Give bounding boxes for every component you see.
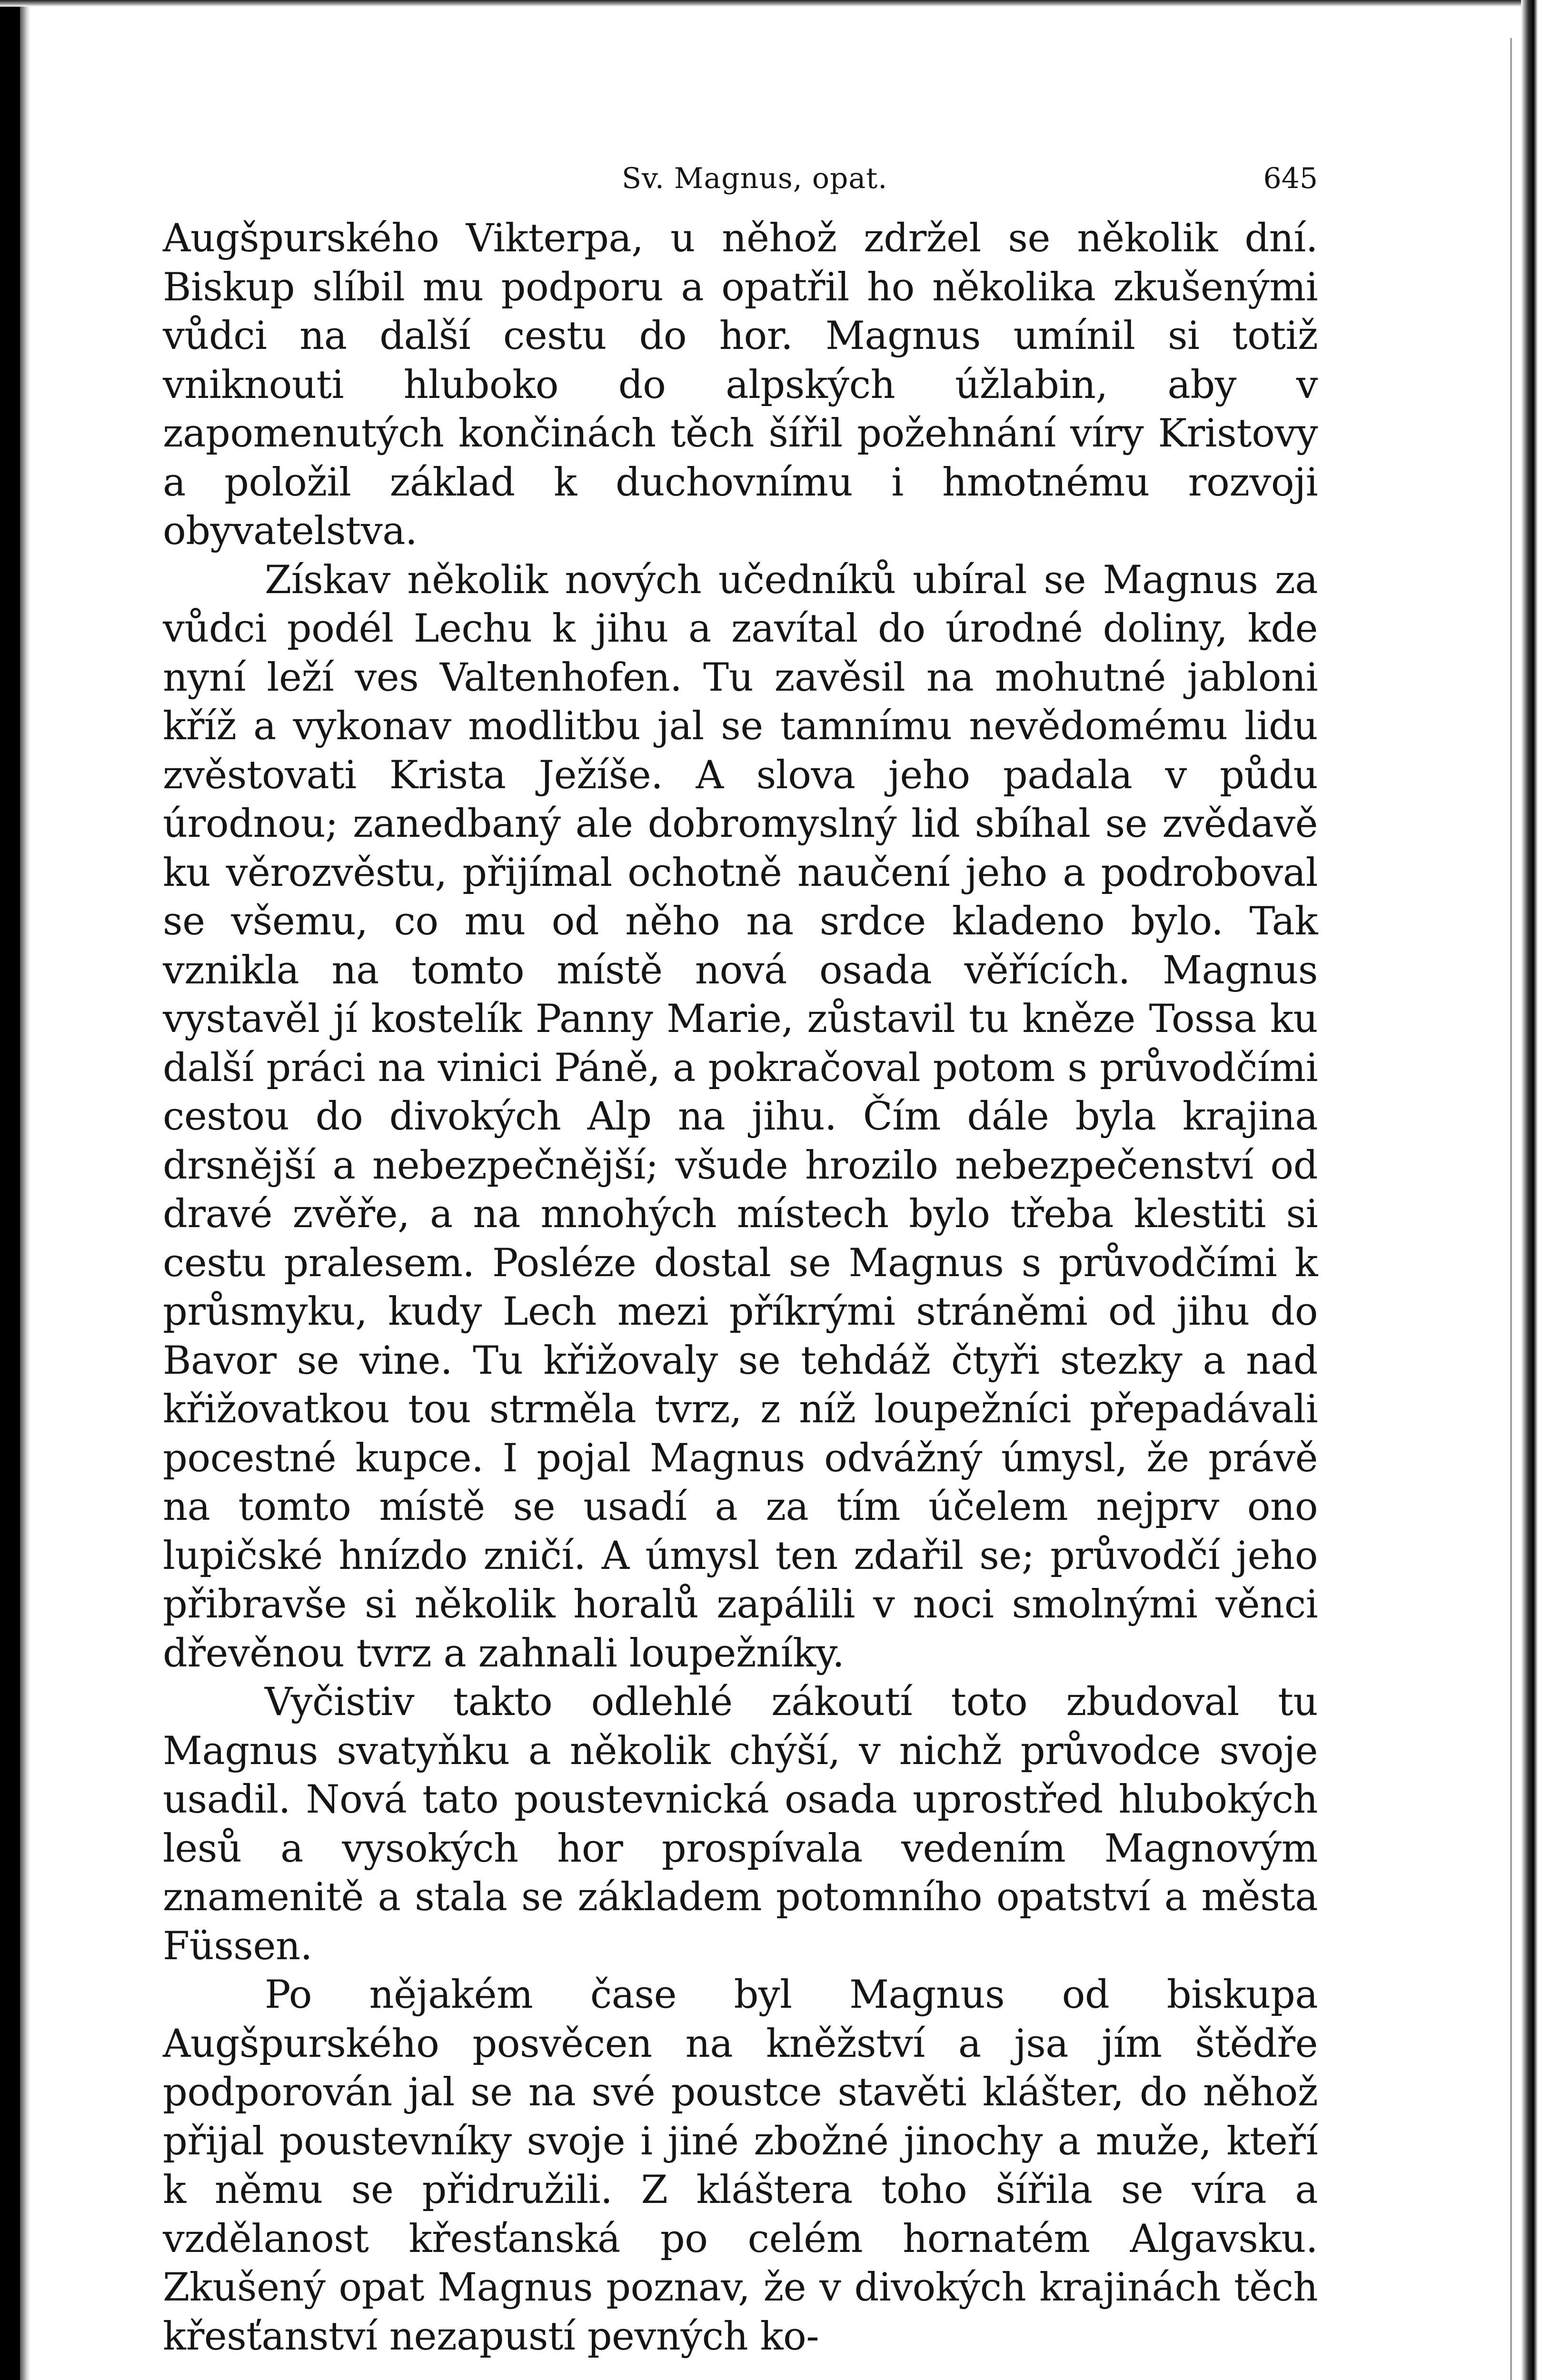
paragraph: Po nějakém čase byl Magnus od biskupa Augšpurského posvěcen na kněžství a jsa jím štědře podporován jal se na své poustce stavěti klášter, do něhož přijal poustevníky svoje i jiné zbožné jinochy a muže, kteří k němu se přidružili. Z kláštera toho šířila se víra a vzdělanost křesťanská po celém hornatém Algavsku. Zkušený opat Magnus poznav, že v divokých krajinách těch křesťanství nezapustí pevných ko- [163,1973,1318,2359]
scan-top-edge [0,0,1542,7]
page-body-text [163,214,1318,2361]
scan-right-page-line [1510,38,1512,2380]
page-header [163,162,1318,214]
paragraph: Získav několik nových učedníků ubíral se Magnus za vůdci podél Lechu k jihu a zavítal do úrodné doliny, kde nyní leží ves Valtenhofen. Tu zavěsil na mohutné jabloni kříž a vykonav modlitbu jal se tamnímu nevědomému lidu zvěstovati Krista Ježíše. A slova jeho padala v půdu úrodnou; zanedbaný ale dobromyslný lid sbíhal se zvědavě ku věrozvěstu, přijímal ochotně naučení jeho a podroboval se všemu, co mu od něho na srdce kladeno bylo. Tak vznikla na tomto místě nová osada věřících. Magnus vystavěl jí kostelík Panny Marie, zůstavil tu kněze Tossa ku další práci na vinici Páně, a pokračoval potom s průvodčími cestou do divokých Alp na jihu. Čím dále byla krajina drsnější a nebezpečnější; všude hrozilo nebezpečenství od dravé zvěře, a na mnohých místech bylo třeba klestiti si cestu pralesem. Posléze dostal se Magnus s průvodčími k průsmyku, kudy Lech mezi příkrými stráněmi od jihu do Bavor se vine. Tu křižovaly se tehdáž čtyři stezky a nad křižovatkou tou strměla tvrz, z níž loupežníci přepadávali pocestné kupce. I pojal Magnus odvážný úmysl, že právě na tomto místě se usadí a za tím účelem nejprv ono lupičské hnízdo zničí. A úmysl ten zdařil se; průvodčí jeho přibravše si několik horalů zapálili v noci smolnými věnci dřevěnou tvrz a zahnali loupežníky. [163,557,1318,1676]
scan-spine-gradient [20,0,30,2380]
paragraph: Augšpurského Vikterpa, u něhož zdržel se několik dní. Biskup slíbil mu podporu a opatřil ho několika zkušenými vůdci na další cestu do hor. Magnus umínil si totiž vniknouti hluboko do alpských úžlabin, aby v zapomenutých končinách těch šířil požehnání víry Kristovy a položil základ k duchovnímu i hmotnému rozvoji obyvatelstva. [163,216,1318,554]
book-page [163,162,1318,2361]
paragraph: Vyčistiv takto odlehlé zákoutí toto zbudoval tu Magnus svatyňku a několik chýší, v nichž průvodce svoje usadil. Nová tato poustevnická osada uprostřed hlubokých lesů a vysokých hor prospívala vedením Magnovým znamenitě a stala se základem potomního opatství a města Füssen. [163,1680,1318,1969]
scan-spine-shadow [0,0,20,2380]
scan-right-edge [1521,0,1542,2380]
running-title: Sv. Magnus, opat. [622,162,888,195]
page-number: 645 [1263,162,1318,195]
